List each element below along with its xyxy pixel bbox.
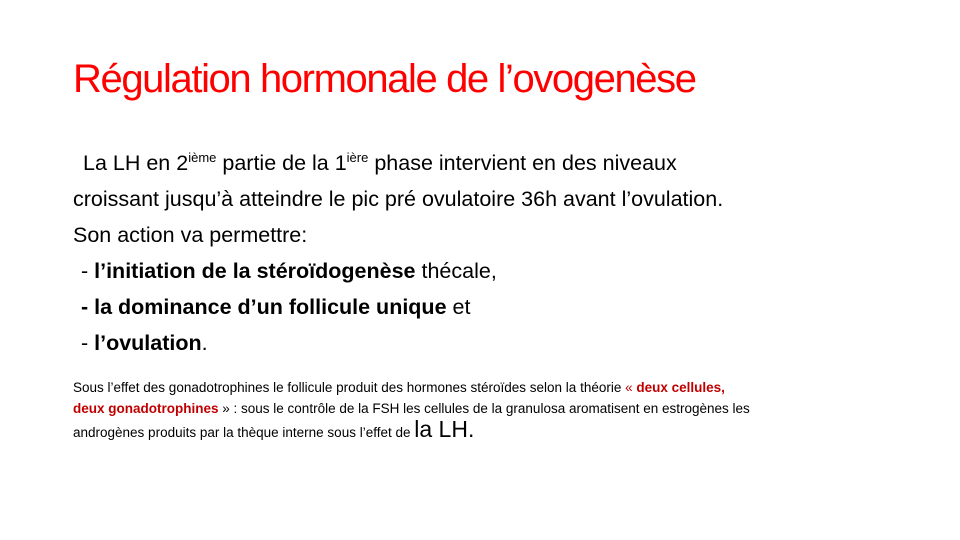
paragraph-line: Son action va permettre:	[73, 223, 308, 247]
quote-mark: «	[625, 380, 637, 395]
text-run: androgènes produits par la thèque interne sous l’effet de	[73, 425, 415, 440]
text-run: partie de la 1	[216, 151, 347, 175]
highlight-text: deux gonadotrophines	[73, 401, 219, 416]
bold-text: l’ovulation	[94, 331, 202, 355]
bold-text: - la dominance d’un follicule unique	[81, 295, 447, 319]
text-run: et	[446, 295, 471, 319]
text-run: » : sous le contrôle de la FSH les cellules de la granulosa aromatisent en estrogènes les	[218, 401, 750, 416]
text-run: phase intervient en des niveaux	[368, 151, 677, 175]
bullet-item	[73, 289, 903, 325]
highlight-text: deux cellules,	[636, 380, 725, 395]
paragraph-line: croissant jusqu’à atteindre le pic pré ovulatoire 36h avant l’ovulation.	[73, 187, 724, 211]
text-run: .	[201, 331, 208, 355]
footnote-line	[73, 398, 893, 419]
bullet-item	[73, 325, 903, 361]
footnote-paragraph	[73, 377, 893, 443]
slide-title: Régulation hormonale de l’ovogenèse	[73, 57, 696, 101]
slide-body	[73, 145, 903, 361]
paragraph-line	[73, 145, 903, 181]
footnote-line	[73, 416, 893, 443]
text-run: thécale,	[415, 259, 497, 283]
bullet-dash: -	[81, 331, 95, 355]
footnote-line	[73, 377, 893, 398]
text-run: La LH en 2	[83, 151, 189, 175]
superscript: ière	[346, 150, 369, 165]
bold-text: l’initiation de la stéroïdogenèse	[94, 259, 416, 283]
text-run: Sous l’effet des gonadotrophines le follicule produit des hormones stéroïdes selon la théorie	[73, 380, 626, 395]
bullet-item	[73, 253, 903, 289]
superscript: ième	[188, 150, 217, 165]
bullet-dash: -	[81, 259, 95, 283]
large-text: la LH.	[414, 416, 475, 442]
